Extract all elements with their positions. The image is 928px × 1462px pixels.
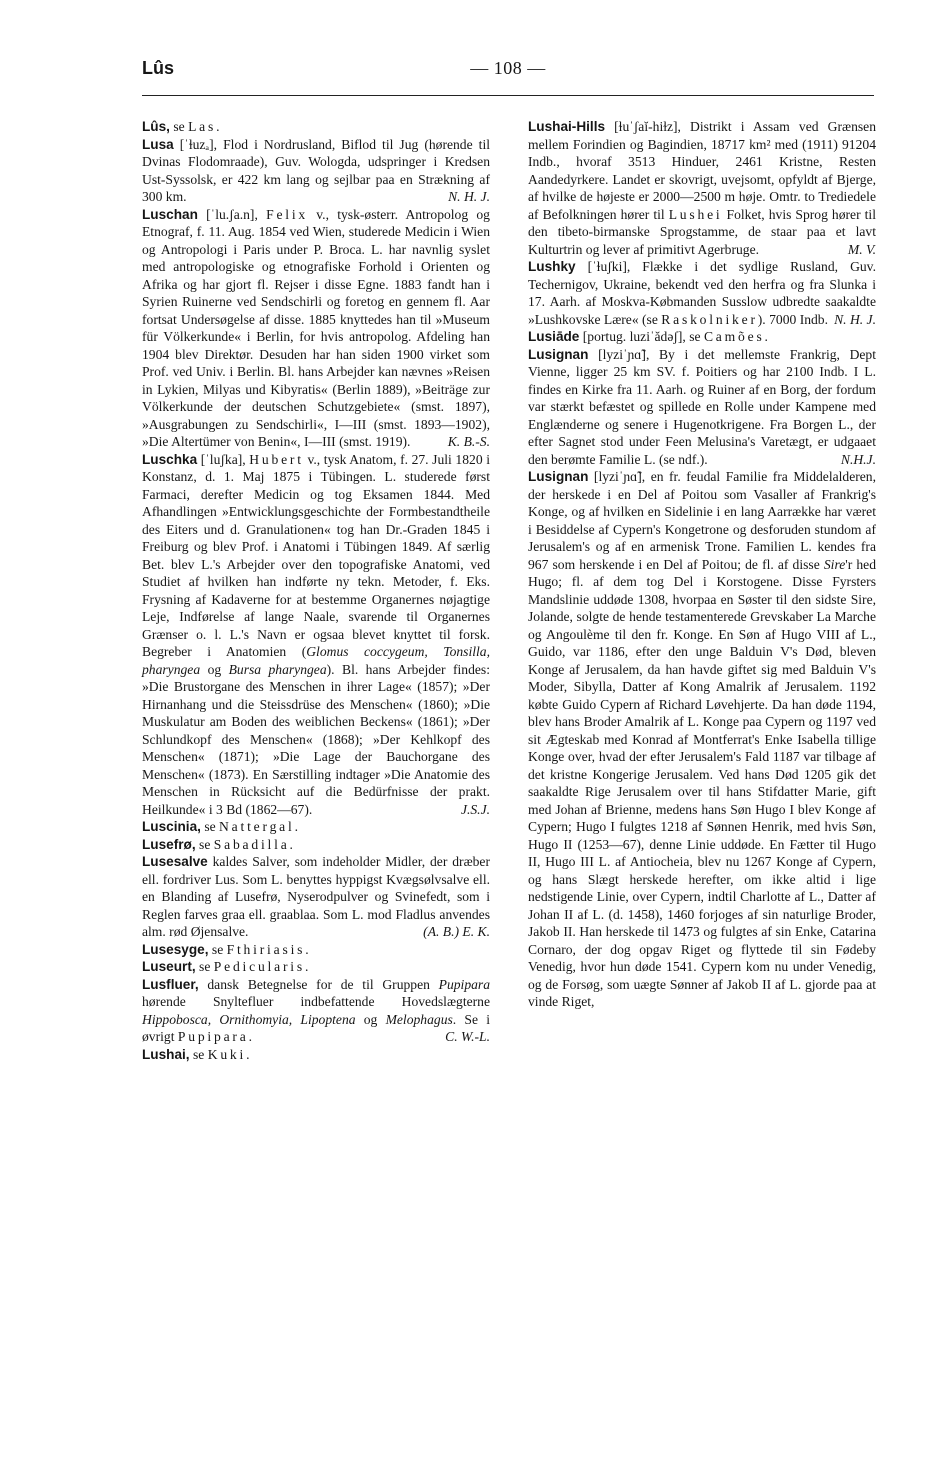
entry-text: kaldes Salver, som indeholder Midler, der dræber ell. fordriver Lus. Som L. benyttes hyppigst Kvægsølvsalve ell. en Blanding af Lusefrø, Nyserodpulver og Svinefedt, som i Reglen farves graa ell. graablaa. Som L. mod Fladlus anvendes alm. rød Øjensalve. (142, 854, 490, 939)
entry-headword: Lusefrø, (142, 836, 196, 852)
entry-headword: Lusesyge, (142, 941, 209, 957)
author-signature: J.S.J. (460, 801, 490, 817)
dictionary-entry (528, 346, 876, 469)
dictionary-entry (142, 136, 490, 206)
entry-text: . (304, 959, 309, 974)
entry-text: . (246, 1046, 250, 1062)
entry-headword: Luscinia, (142, 819, 201, 834)
cross-reference: Camões (703, 329, 765, 344)
italic-term: Hippobosca, Ornithomyia, Lipoptena (142, 1011, 356, 1027)
left-column (142, 118, 490, 1063)
italic-term: Bursa pharyngea (228, 661, 327, 677)
entry-headword: Lushai, (142, 1046, 190, 1062)
entry-headword: Lusa (142, 136, 174, 152)
cross-reference: Las (188, 119, 217, 134)
entry-text: se (195, 836, 214, 852)
entry-headword: Luschan (142, 206, 198, 222)
cross-reference: Pupipara (177, 1029, 249, 1044)
entry-headword: Lushky (528, 259, 576, 274)
entry-text: . (294, 819, 298, 834)
entry-headword: Lushai-Hills (528, 119, 606, 134)
author-signature: M. V. (847, 241, 876, 257)
cross-reference: Hubert (249, 451, 304, 467)
entry-text: og (200, 661, 229, 677)
cross-reference: Nattergal (219, 819, 295, 834)
dictionary-entry (142, 836, 490, 854)
cross-reference: Lushei (668, 206, 723, 222)
entry-text: 'r hed Hugo; fl. af dem tog Del i Korstogene. Disse Fyrsters Mandslinie uddøde 1308, hvorpaa en Søster til den sidste Sire, Jolande, solgte de hende testamenterede Grevskaber La Marche og Angoulème til den fr. Konge. En Søn af Hugo VIII af L., Guido, var 1186, efter den unge Balduin V's Død, bleven Konge af Jerusalem, da han havde giftet sig med Balduin V's Moder, Sibylla, Datter af Kong Amalrik af Jerusalem. 1192 købte Guido Cypern af Richard Løvehjerte. Da han døde 1194, blev hans Broder Amalrik af L. Konge paa Cypern og 1197 ved sit Ægteskab med Konrad af Montferrat's Enke Isabella tillige Konge over, hvad der efter Jerusalem's Fald 1187 var tilbage af det kristne Kongerige Jerusalem. Ved hans Død 1205 gik det saakaldte Rige Jerusalem over til hans Stifdatter Marie, gift med Johan af Brienne, medens hans Søn Hugo I blev Konge af Cypern; Hugo I fulgtes 1218 af Sønnen Henrik, med hvis Søn, Hugo II (1253—67), denne Linie uddøde. En Fætter til Hugo II, Hugo III L. af Antiocheia, blev nu 1267 Konge af Cypern, og hans Slægt herskede herefter, om ikke altid i lige nedstigende Linie, over Cypern, indtil Charlotte af L., Datter af Johan II af L. (d. 1458), 1460 forjoges af sin naturlige Broder, Jakob II. Han herskede til 1473 og fulgtes af sin Enke, Catarina Cornaro, der dog opgav Riget og flyttede til sin Fødeby Venedig, hvor hun døde 1541. Cypern kom nu under Venedig, og de Forsøg, som uægte Sønner af Jakob II af L. gjorde paa at vinde Riget, (528, 556, 876, 1009)
entry-text: [ɫuˈʃaĭ-hiɫz], Distrikt i Assam ved Grænsen mellem Forindien og Bagindien, 18717 km² med (1911) 91204 Indb., hvoraf 3513 Hinduer, 2461 Kristne, Resten Aandedyrkere. Landet er skovrigt, uvejsomt, opfyldt af Bjerge, af hvilke de højeste er 2000—2500 m høje. Omtr. to Trediedele af Befolkningen hører til (528, 119, 876, 222)
entry-headword: Lusignan (528, 346, 589, 362)
entry-text: [ˈɫuzₐ], Flod i Nordrusland, Biflod til Jug (hørende til Dvinas Flodomraade), Guv. Wologda, udspringer i Kredsen Ust-Syssolsk, er 422 km lang og sejlbar paa en Strækning af 300 km. (142, 136, 490, 204)
dictionary-entry (142, 118, 490, 136)
entry-headword: Luschka (142, 451, 198, 467)
author-signature: (A. B.) E. K. (423, 924, 490, 939)
entry-text: . (248, 1029, 253, 1044)
dictionary-entry (142, 853, 490, 941)
entry-text: [ˈluʃka], (197, 451, 250, 467)
cross-reference: Kuki (207, 1046, 247, 1062)
entry-headword: Lusfluer, (142, 976, 199, 992)
entry-text: ). Bl. hans Arbejder findes: »Die Brustorgane des Menschen in ihrer Lage« (1857); »Der Hirnanhang und die Steissdrüse des Menschen« (1860); »Die Muskulatur am Boden des weiblichen Beckens« (1861); »Der Schlundkopf des Menschen« (1868); »Der Kehlkopf des Menschen« (1871); »Die Lage der Bauchorgane des Menschen« (1873). En Særstilling indtager »Die Anatomie des Menschen in Rücksicht auf die Bedürfnisse der prakt. Heilkunde« i 3 Bd (1862—67). (142, 661, 490, 817)
author-signature: N. H. J. (834, 311, 876, 327)
entry-headword: Lûs, (142, 119, 170, 134)
dictionary-entry (142, 206, 490, 451)
entry-text: . Se i øvrigt (142, 1011, 490, 1044)
entry-text: [lyziˈɲɑ̃], By i det mellemste Frankrig, Dept Vienne, ligger 25 km SV. f. Poitiers og har 2100 Indb. I L. findes en Kirke fra 11. Aarh. og Ruiner af en Borg, der fordum var stærkt befæstet og spillede en Rolle under Kampene med Englænderne og senere i Hugenotkrigene. Fra Borgen L., der efter Sagnet stod under Feen Melusina's Varetægt, er udgaaet den berømte Familie L. (se ndf.). (528, 346, 876, 467)
dictionary-entry (142, 818, 490, 836)
entry-text: se (189, 1046, 208, 1062)
cross-reference: Fthiriasis (226, 941, 306, 957)
entry-text: se (169, 119, 189, 134)
entry-text: se (195, 959, 214, 974)
author-signature: N.H.J. (840, 451, 876, 467)
author-signature: C. W.-L. (445, 1029, 490, 1044)
dictionary-entry (142, 451, 490, 819)
italic-term: Sire (823, 556, 846, 572)
cross-reference: Pedicularis (213, 959, 305, 974)
header-rule (142, 95, 874, 96)
entry-text: ). 7000 Indb. (757, 311, 829, 327)
entry-text: dansk Betegnelse for de til Gruppen (198, 976, 439, 992)
entry-text: Folket, hvis Sprog hører til den tibeto-birmanske Sprogstamme, de staar paa et lavt Kulturtrin og lever af primitivt Agerbruge. (528, 206, 876, 257)
page-number: — 108 — (470, 58, 546, 78)
page-header (142, 58, 874, 88)
dictionary-entry (528, 328, 876, 346)
dictionary-entry (142, 1046, 490, 1064)
cross-reference: Sabadilla (213, 836, 290, 852)
entry-text: . (216, 119, 220, 134)
entry-text: v., tysk Anatom, f. 27. Juli 1820 i Konstanz, d. 1. Maj 1875 i Tübingen. L. studerede først Farmaci, derefter Medicin og tog Eksamen 1844. Med Afhandlingen »Entwicklungsgeschichte der Formbestandtheile des Eiters und d. Granulationen« tog han Dr.-Graden 1845 i Freiburg og blev Prof. i Anatomi i Tübingen 1849. Af særlig Bet. blev L.'s Arbejder over den topografiske Anatomi, ved Studiet af hvilken han indførte ny tekn. Metoder, f. Eks. Frysning af Kadaverne for at bestemme Organernes nøjagtige Leje, Indførelse af lange Naale, svarende til Organernes Grænser o. l. L.'s Navn er ogsaa blevet knyttet til forsk. Begreber i Anatomien ( (142, 451, 490, 659)
right-column (528, 118, 876, 1011)
entry-headword: Lusesalve (142, 854, 208, 869)
entry-headword: Lusignan (528, 469, 589, 484)
entry-text: . (305, 941, 309, 957)
italic-term: Pupipara (438, 976, 490, 992)
author-signature: K. B.-S. (447, 434, 490, 449)
italic-term: Glomus coccygeum, Tonsilla, pharyngea (142, 644, 490, 677)
entry-headword: Lusiāde (528, 329, 580, 344)
running-headword: Lûs (142, 58, 175, 78)
entry-text: . (764, 329, 768, 344)
dictionary-entry (142, 958, 490, 976)
entry-text: hørende Snyltefluer indbefattende Hovedslægterne (142, 994, 490, 1009)
entry-text: se (208, 941, 227, 957)
cross-reference: Felix (266, 206, 309, 222)
cross-reference: Raskolniker (661, 311, 758, 327)
entry-text: [ˈɫuʃki], Flække i det sydlige Rusland, Guv. Techernigov, Ukraine, bekendt ved den herfra og fra Slunka i 17. Aarh. af Moskva-Købmanden Susslow udbredte saakaldte »Lushkovske Lære« (se (528, 259, 876, 327)
dictionary-entry (528, 258, 876, 328)
dictionary-entry (142, 976, 490, 1046)
dictionary-entry (142, 941, 490, 959)
author-signature: N. H. J. (448, 189, 490, 204)
entry-text: og (355, 1011, 386, 1027)
entry-text: se (200, 819, 220, 834)
entry-headword: Luseurt, (142, 959, 196, 974)
dictionary-entry (528, 118, 876, 258)
entry-text: [lyziˈɲɑ̃], en fr. feudal Familie fra Middelalderen, der herskede i en Del af Poitou som Vasaller af Frankrig's Konge, og af hvilken en Sidelinie i en lang Aarrække har været i Besiddelse af Cypern's Kongetrone og desforuden stundom af Jerusalem's og af en armenisk Trone. Familien L. kendes fra 967 som herskende i en Del af Poitou; de fl. af disse (528, 469, 876, 572)
italic-term: Melophagus (385, 1011, 453, 1027)
entry-text: v., tysk-østerr. Antropolog og Etnograf, f. 11. Aug. 1854 ved Wien, studerede Medicin i Wien og Antropologi i Paris under P. Broca. L. har navnlig syslet med antropologiske og etnografiske Forhold i Orienten og Afrika og har gjort fl. Rejser i disse Egne. 1883 fandt han i Syrien Ruinerne ved Sendschirli og foretog en gennem fl. Aar fortsat Undersøgelse af disse. 1885 knyttedes han til »Museum für Völkerkunde« i Berlin, for hvis antropolog. Afdeling han 1904 blev Direktør. Desuden har han siden 1900 virket som Prof. ved Univ. i Berlin. Bl. hans Arbejder kan nævnes »Reisen in Lykien, Milyas und Kibyratis« (Berlin 1889), »Beiträge zur Völkerkunde der deutschen Schutzgebiete« (smst. 1897), »Ausgrabungen zu Sendschirli«, I—III (smst. 1893—1902), »Die Altertümer von Benin«, I—III (smst. 1919). (142, 206, 490, 449)
entry-text: [portug. luziˈădəʃ], se (579, 329, 704, 344)
entry-text: [ˈlu.ʃa.n], (197, 206, 267, 222)
entry-text: . (289, 836, 293, 852)
dictionary-entry (528, 468, 876, 1011)
